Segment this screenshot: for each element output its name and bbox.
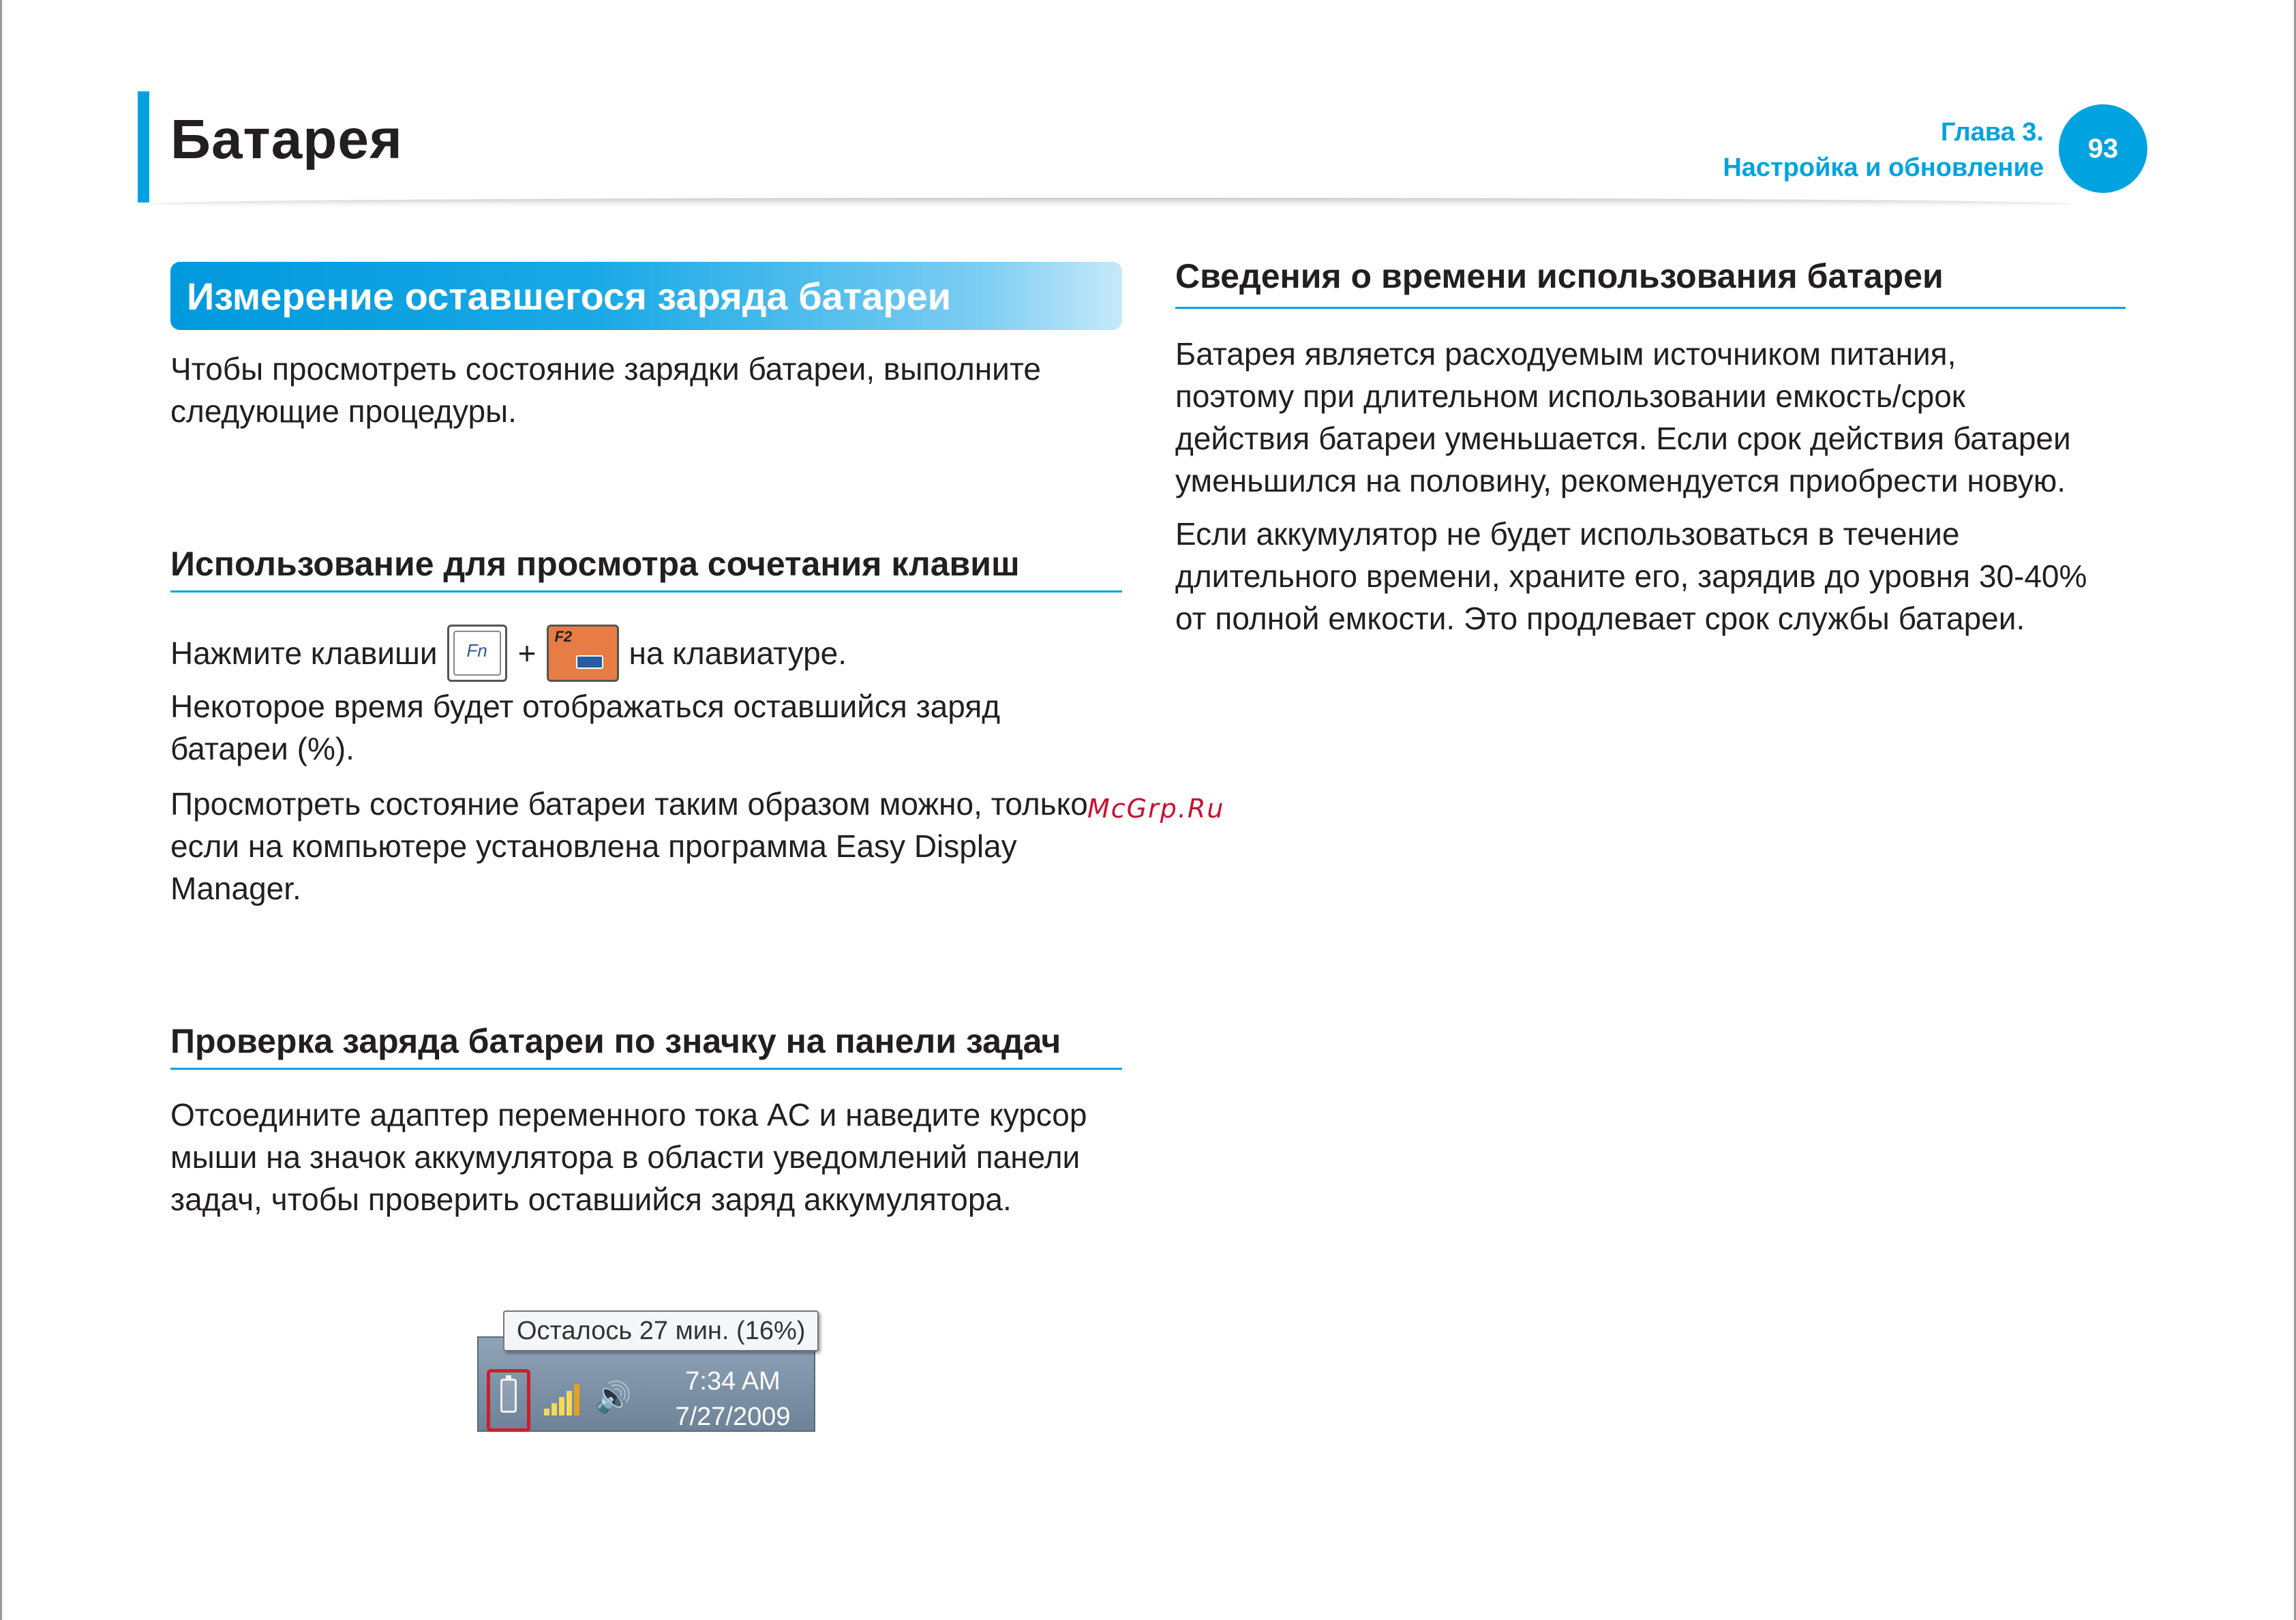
taskbar-heading-rule bbox=[170, 1068, 1122, 1070]
battery-icon[interactable] bbox=[500, 1379, 517, 1413]
usage-time-heading: Сведения о времени использования батареи bbox=[1175, 257, 1944, 295]
taskbar-screenshot bbox=[477, 1295, 815, 1432]
taskbar-line: Отсоедините адаптер переменного тока AC и наведите курсор bbox=[170, 1097, 1087, 1132]
storage-line: от полной емкости. Это продлевает срок службы батареи. bbox=[1175, 601, 2025, 636]
title-accent-bar bbox=[138, 91, 149, 202]
fn-key-label: Fn bbox=[466, 640, 487, 661]
usage-paragraph-1 bbox=[1175, 333, 2071, 502]
usage-line: уменьшился на половину, рекомендуется приобрести новую. bbox=[1175, 463, 2066, 498]
usage-line: поэтому при длительном использовании емкость/срок bbox=[1175, 378, 1965, 414]
network-signal-icon[interactable] bbox=[544, 1383, 579, 1415]
shortcut-heading-rule bbox=[170, 590, 1122, 592]
section-banner-title: Измерение оставшегося заряда батареи bbox=[187, 275, 952, 318]
usage-paragraph-2 bbox=[1175, 513, 2087, 640]
volume-icon[interactable]: 🔊 bbox=[594, 1380, 632, 1415]
percent-line: батареи (%). bbox=[170, 731, 354, 766]
taskbar-line: мыши на значок аккумулятора в области уведомлений панели bbox=[170, 1139, 1081, 1175]
storage-line: Если аккумулятор не будет использоваться в течение bbox=[1175, 516, 1960, 552]
chapter-label bbox=[1723, 115, 2044, 185]
easy-display-paragraph bbox=[170, 783, 1088, 910]
chapter-title: Настройка и обновление bbox=[1723, 153, 2044, 182]
usage-line: действия батареи уменьшается. Если срок действия батареи bbox=[1175, 421, 2071, 456]
header-divider bbox=[149, 198, 2072, 210]
f2-key-label: F2 bbox=[554, 628, 573, 645]
clock-time: 7:34 AM bbox=[685, 1367, 781, 1396]
taskbar-line: задач, чтобы проверить оставшийся заряд аккумулятора. bbox=[170, 1182, 1012, 1217]
watermark: McGrp.Ru bbox=[1087, 794, 1225, 824]
page-number-badge: 93 bbox=[2059, 104, 2147, 193]
percent-paragraph bbox=[170, 685, 1000, 770]
taskbar-heading: Проверка заряда батареи по значку на панели задач bbox=[170, 1022, 1061, 1060]
chapter-number: Глава 3. bbox=[1940, 118, 2044, 147]
storage-line: длительного времени, храните его, зарядив до уровня 30-40% bbox=[1175, 558, 2087, 594]
percent-line: Некоторое время будет отображаться оставшийся заряд bbox=[170, 689, 1001, 724]
clock-date: 7/27/2009 bbox=[675, 1402, 791, 1431]
press-prefix: Нажмите клавиши bbox=[170, 635, 438, 671]
section-banner bbox=[170, 262, 1122, 330]
fn-key-icon bbox=[447, 625, 507, 682]
usage-line: Батарея является расходуемым источником питания, bbox=[1175, 336, 1957, 372]
easy-display-line: если на компьютере установлена программа Easy Display bbox=[170, 828, 1017, 864]
intro-line: следующие процедуры. bbox=[170, 393, 517, 429]
press-suffix: на клавиатуре. bbox=[629, 635, 847, 671]
easy-display-line: Просмотреть состояние батареи таким образом можно, только bbox=[170, 786, 1088, 822]
plus-sign: + bbox=[517, 635, 537, 671]
easy-display-line: Manager. bbox=[170, 871, 301, 906]
system-clock[interactable] bbox=[661, 1364, 804, 1435]
f2-battery-key-icon bbox=[547, 625, 619, 682]
page-edge-left bbox=[0, 0, 2, 1620]
battery-tooltip: Осталось 27 мин. (16%) bbox=[503, 1310, 819, 1351]
taskbar-paragraph bbox=[170, 1094, 1087, 1220]
battery-glyph-icon bbox=[576, 655, 603, 669]
intro-line: Чтобы просмотреть состояние зарядки батареи, выполните bbox=[170, 351, 1041, 387]
shortcut-instruction bbox=[170, 626, 847, 680]
page-title: Батарея bbox=[170, 108, 403, 170]
intro-paragraph bbox=[170, 348, 1041, 432]
usage-time-heading-rule bbox=[1175, 307, 2126, 309]
shortcut-heading: Использование для просмотра сочетания клавиш bbox=[170, 545, 1020, 583]
